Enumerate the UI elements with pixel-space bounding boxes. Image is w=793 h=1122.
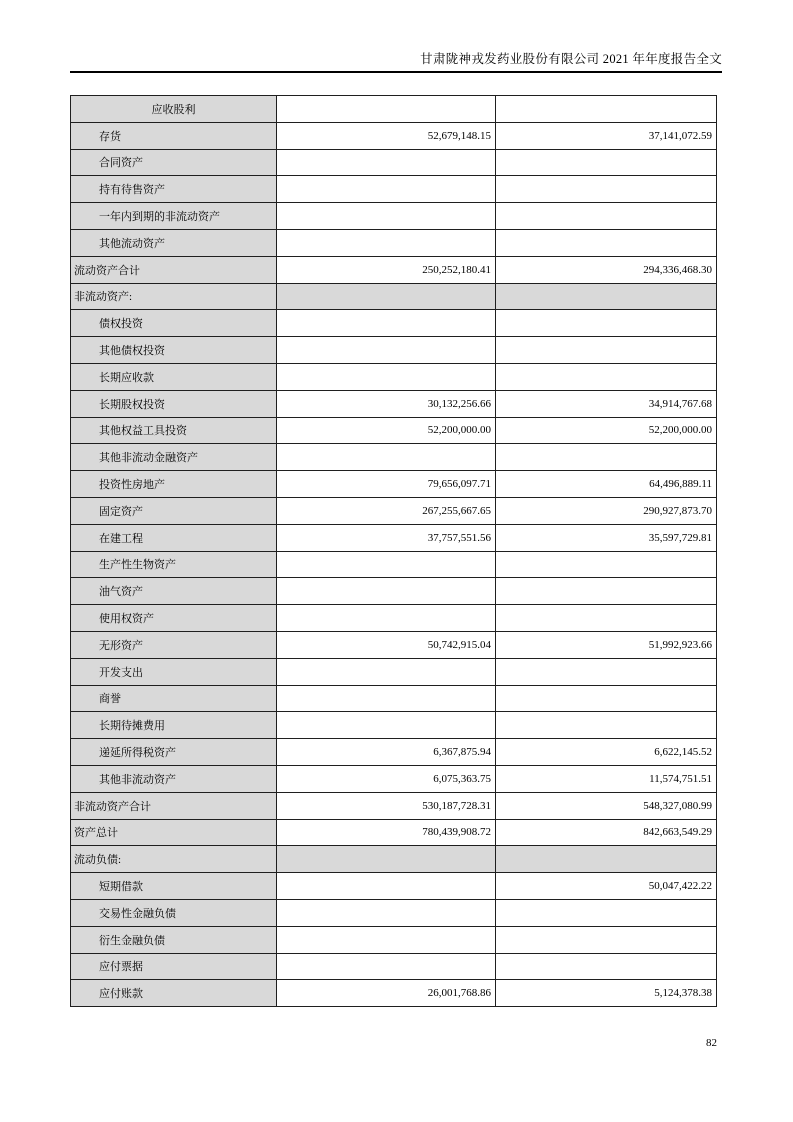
table-row <box>71 203 717 230</box>
amount-cell-1: 79,656,097.71 <box>277 471 496 498</box>
page-number: 82 <box>706 1037 717 1049</box>
row-label: 应收股利 <box>71 96 277 123</box>
row-label: 固定资产 <box>71 497 277 524</box>
table-row <box>71 980 717 1007</box>
amount-cell-2: 290,927,873.70 <box>496 497 717 524</box>
balance-sheet-body <box>71 96 717 1007</box>
amount-cell-1 <box>277 658 496 685</box>
amount-cell-2: 64,496,889.11 <box>496 471 717 498</box>
amount-cell-1 <box>277 149 496 176</box>
table-row <box>71 873 717 900</box>
amount-cell-1 <box>277 337 496 364</box>
table-row <box>71 176 717 203</box>
amount-cell-2: 11,574,751.51 <box>496 765 717 792</box>
table-row <box>71 444 717 471</box>
table-row <box>71 899 717 926</box>
row-label: 衍生金融负债 <box>71 926 277 953</box>
row-label: 债权投资 <box>71 310 277 337</box>
table-row <box>71 792 717 819</box>
amount-cell-2 <box>496 363 717 390</box>
row-label: 一年内到期的非流动资产 <box>71 203 277 230</box>
table-row <box>71 256 717 283</box>
table-row <box>71 283 717 310</box>
amount-cell-1 <box>277 578 496 605</box>
amount-cell-2: 34,914,767.68 <box>496 390 717 417</box>
row-label: 其他债权投资 <box>71 337 277 364</box>
amount-cell-2: 52,200,000.00 <box>496 417 717 444</box>
row-label: 资产总计 <box>71 819 277 846</box>
amount-cell-2: 35,597,729.81 <box>496 524 717 551</box>
row-label: 非流动资产合计 <box>71 792 277 819</box>
amount-cell-1: 6,367,875.94 <box>277 739 496 766</box>
amount-cell-1: 52,679,148.15 <box>277 122 496 149</box>
report-header-title: 甘肃陇神戎发药业股份有限公司 2021 年年度报告全文 <box>420 52 722 66</box>
table-row <box>71 631 717 658</box>
amount-cell-1: 37,757,551.56 <box>277 524 496 551</box>
table-row <box>71 497 717 524</box>
row-label: 长期待摊费用 <box>71 712 277 739</box>
amount-cell-1 <box>277 176 496 203</box>
amount-cell-2: 842,663,549.29 <box>496 819 717 846</box>
amount-cell-2 <box>496 658 717 685</box>
table-row <box>71 819 717 846</box>
table-row <box>71 926 717 953</box>
amount-cell-1 <box>277 310 496 337</box>
row-label: 递延所得税资产 <box>71 739 277 766</box>
table-row <box>71 685 717 712</box>
amount-cell-2 <box>496 229 717 256</box>
row-label: 油气资产 <box>71 578 277 605</box>
amount-cell-2: 5,124,378.38 <box>496 980 717 1007</box>
amount-cell-2 <box>496 96 717 123</box>
table-row <box>71 765 717 792</box>
row-label: 存货 <box>71 122 277 149</box>
row-label: 流动负债: <box>71 846 277 873</box>
table-row <box>71 739 717 766</box>
row-label: 其他流动资产 <box>71 229 277 256</box>
row-label: 使用权资产 <box>71 605 277 632</box>
amount-cell-1 <box>277 899 496 926</box>
amount-cell-2: 6,622,145.52 <box>496 739 717 766</box>
table-row <box>71 96 717 123</box>
amount-cell-1 <box>277 229 496 256</box>
amount-cell-1: 530,187,728.31 <box>277 792 496 819</box>
amount-cell-1 <box>277 96 496 123</box>
balance-sheet-table <box>70 95 717 1007</box>
table-row <box>71 417 717 444</box>
amount-cell-1: 26,001,768.86 <box>277 980 496 1007</box>
row-label: 长期应收款 <box>71 363 277 390</box>
amount-cell-1 <box>277 363 496 390</box>
row-label: 其他非流动资产 <box>71 765 277 792</box>
row-label: 应付票据 <box>71 953 277 980</box>
amount-cell-2 <box>496 283 717 310</box>
amount-cell-1: 6,075,363.75 <box>277 765 496 792</box>
amount-cell-1: 250,252,180.41 <box>277 256 496 283</box>
table-row <box>71 846 717 873</box>
row-label: 非流动资产: <box>71 283 277 310</box>
amount-cell-2 <box>496 176 717 203</box>
amount-cell-2 <box>496 578 717 605</box>
row-label: 持有待售资产 <box>71 176 277 203</box>
row-label: 开发支出 <box>71 658 277 685</box>
row-label: 其他非流动金融资产 <box>71 444 277 471</box>
amount-cell-1 <box>277 283 496 310</box>
amount-cell-1: 50,742,915.04 <box>277 631 496 658</box>
amount-cell-1 <box>277 846 496 873</box>
table-row <box>71 578 717 605</box>
amount-cell-1 <box>277 712 496 739</box>
amount-cell-1: 267,255,667.65 <box>277 497 496 524</box>
amount-cell-1 <box>277 444 496 471</box>
row-label: 在建工程 <box>71 524 277 551</box>
row-label: 投资性房地产 <box>71 471 277 498</box>
table-row <box>71 390 717 417</box>
amount-cell-1 <box>277 605 496 632</box>
amount-cell-1: 52,200,000.00 <box>277 417 496 444</box>
table-row <box>71 551 717 578</box>
amount-cell-1 <box>277 873 496 900</box>
table-row <box>71 149 717 176</box>
amount-cell-2 <box>496 310 717 337</box>
table-row <box>71 953 717 980</box>
row-label: 商誉 <box>71 685 277 712</box>
amount-cell-1 <box>277 926 496 953</box>
amount-cell-2: 548,327,080.99 <box>496 792 717 819</box>
amount-cell-2: 51,992,923.66 <box>496 631 717 658</box>
amount-cell-2 <box>496 953 717 980</box>
row-label: 流动资产合计 <box>71 256 277 283</box>
table-row <box>71 363 717 390</box>
table-row <box>71 471 717 498</box>
amount-cell-2 <box>496 712 717 739</box>
row-label: 短期借款 <box>71 873 277 900</box>
amount-cell-2 <box>496 926 717 953</box>
amount-cell-2: 50,047,422.22 <box>496 873 717 900</box>
amount-cell-1: 780,439,908.72 <box>277 819 496 846</box>
header-rule <box>70 71 722 73</box>
row-label: 合同资产 <box>71 149 277 176</box>
table-row <box>71 712 717 739</box>
table-row <box>71 658 717 685</box>
row-label: 生产性生物资产 <box>71 551 277 578</box>
row-label: 其他权益工具投资 <box>71 417 277 444</box>
amount-cell-2 <box>496 899 717 926</box>
row-label: 长期股权投资 <box>71 390 277 417</box>
table-row <box>71 310 717 337</box>
amount-cell-2 <box>496 846 717 873</box>
table-row <box>71 229 717 256</box>
table-row <box>71 337 717 364</box>
amount-cell-2 <box>496 444 717 471</box>
table-row <box>71 524 717 551</box>
row-label: 应付账款 <box>71 980 277 1007</box>
amount-cell-2 <box>496 337 717 364</box>
table-row <box>71 122 717 149</box>
table-row <box>71 605 717 632</box>
amount-cell-2 <box>496 605 717 632</box>
row-label: 无形资产 <box>71 631 277 658</box>
amount-cell-2 <box>496 551 717 578</box>
amount-cell-1 <box>277 203 496 230</box>
amount-cell-2: 294,336,468.30 <box>496 256 717 283</box>
row-label: 交易性金融负债 <box>71 899 277 926</box>
amount-cell-1 <box>277 551 496 578</box>
amount-cell-1 <box>277 685 496 712</box>
amount-cell-2 <box>496 203 717 230</box>
amount-cell-1: 30,132,256.66 <box>277 390 496 417</box>
amount-cell-2 <box>496 149 717 176</box>
amount-cell-1 <box>277 953 496 980</box>
amount-cell-2 <box>496 685 717 712</box>
amount-cell-2: 37,141,072.59 <box>496 122 717 149</box>
